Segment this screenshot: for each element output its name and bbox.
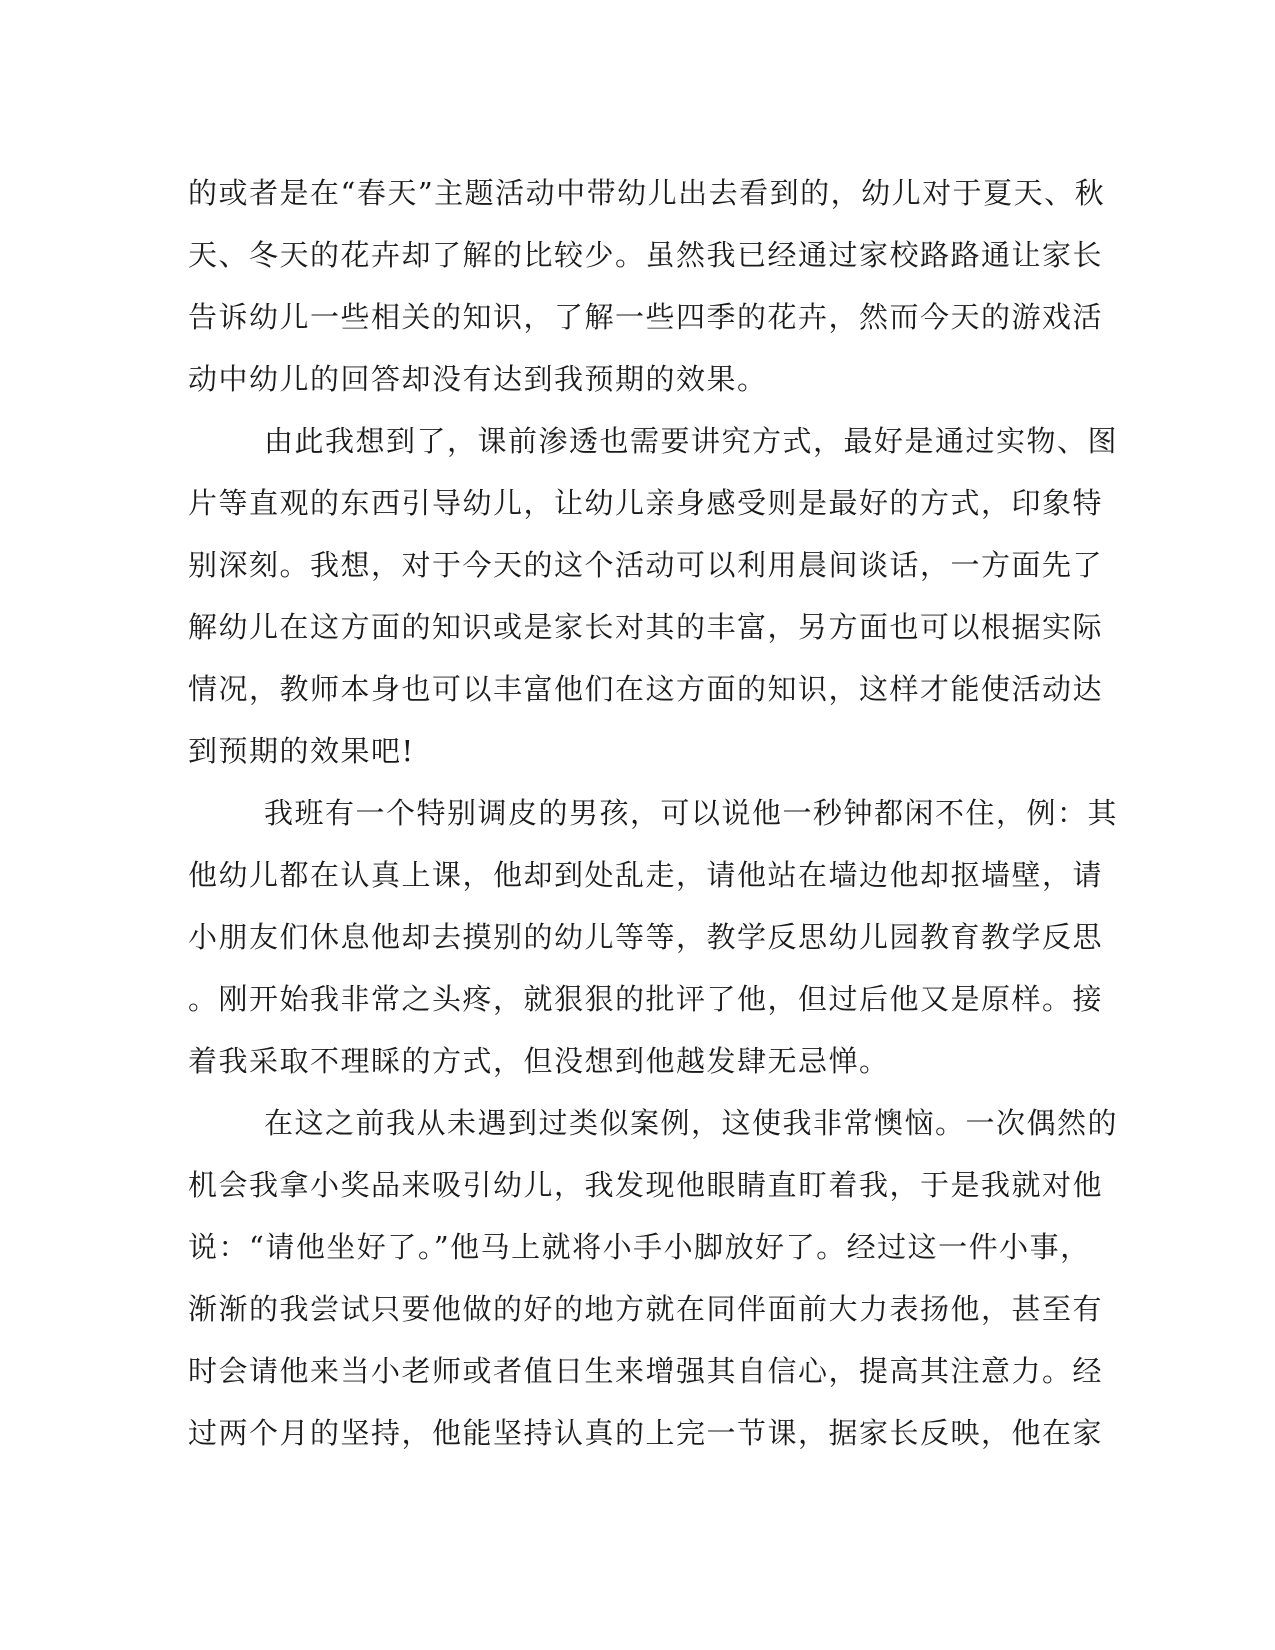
text-line: 情况，教师本身也可以丰富他们在这方面的知识，这样才能使活动达: [188, 672, 1104, 706]
text-line: 的或者是在“春天”主题活动中带幼儿出去看到的，幼儿对于夏天、秋: [188, 176, 1106, 210]
text-line: 机会我拿小奖品来吸引幼儿，我发现他眼睛直盯着我，于是我就对他: [188, 1168, 1104, 1202]
body-text: [188, 162, 1119, 1464]
text-line: 解幼儿在这方面的知识或是家长对其的丰富，另方面也可以根据实际: [188, 610, 1104, 644]
text-line: 说：“请他坐好了。”他马上就将小手小脚放好了。经过这一件小事，: [188, 1230, 1091, 1264]
text-line: 时会请他来当小老师或者值日生来增强其自信心，提高其注意力。经: [188, 1354, 1104, 1388]
text-line: 渐渐的我尝试只要他做的好的地方就在同伴面前大力表扬他，甚至有: [188, 1292, 1104, 1326]
paragraph-start-line: 在这之前我从未遇到过类似案例，这使我非常懊恼。一次偶然的: [264, 1106, 1119, 1140]
text-line: 动中幼儿的回答却没有达到我预期的效果。: [188, 362, 768, 396]
text-line: 到预期的效果吧!: [188, 734, 415, 768]
paragraph-start-line: 我班有一个特别调皮的男孩，可以说他一秒钟都闲不住，例：其: [264, 796, 1119, 830]
text-line: 。刚开始我非常之头疼，就狠狠的批评了他，但过后他又是原样。接: [188, 982, 1104, 1016]
text-line: 天、冬天的花卉却了解的比较少。虽然我已经通过家校路路通让家长: [188, 238, 1104, 272]
text-line: 他幼儿都在认真上课，他却到处乱走，请他站在墙边他却抠墙壁，请: [188, 858, 1104, 892]
text-line: 小朋友们休息他却去摸别的幼儿等等，教学反思幼儿园教育教学反思: [188, 920, 1104, 954]
text-line: 着我采取不理睬的方式，但没想到他越发肆无忌惮。: [188, 1044, 890, 1078]
text-line: 别深刻。我想，对于今天的这个活动可以利用晨间谈话，一方面先了: [188, 548, 1104, 582]
text-line: 片等直观的东西引导幼儿，让幼儿亲身感受则是最好的方式，印象特: [188, 486, 1104, 520]
paragraph-start-line: 由此我想到了，课前渗透也需要讲究方式，最好是通过实物、图: [264, 424, 1119, 458]
text-line: 告诉幼儿一些相关的知识，了解一些四季的花卉，然而今天的游戏活: [188, 300, 1104, 334]
text-line: 过两个月的坚持，他能坚持认真的上完一节课，据家长反映，他在家: [188, 1416, 1104, 1450]
